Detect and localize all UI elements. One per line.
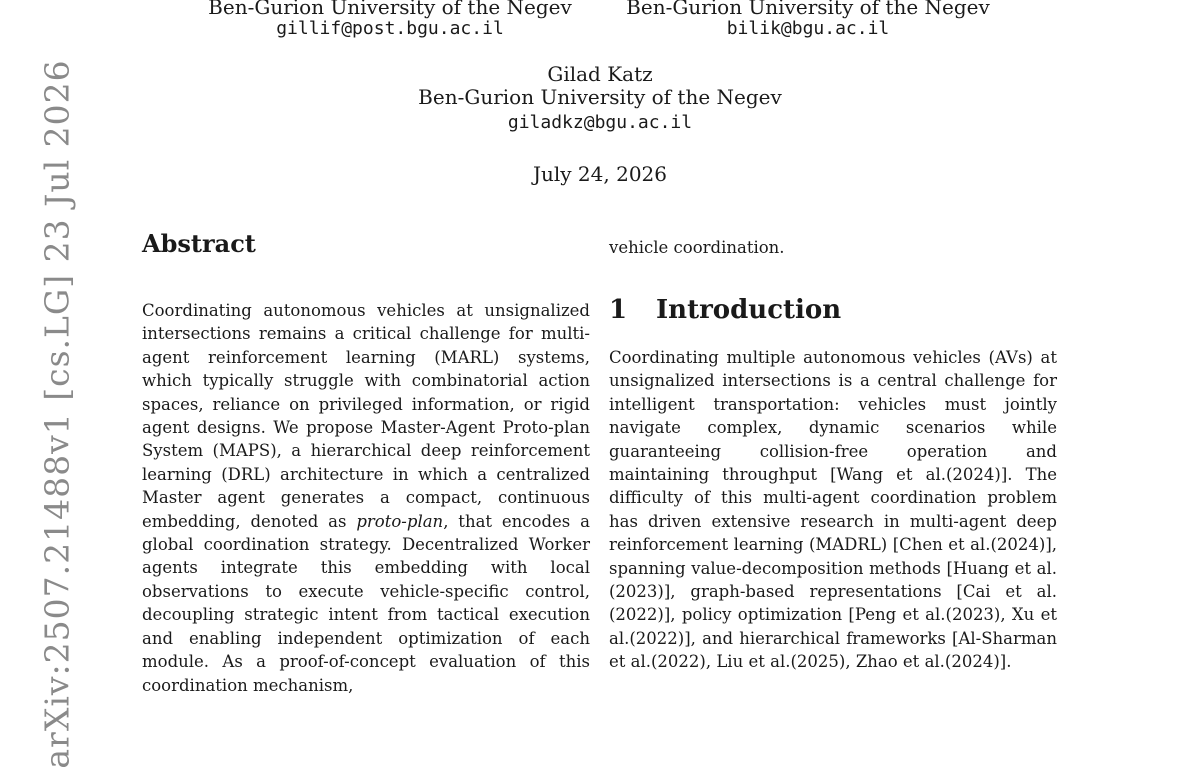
introduction-paragraph: Coordinating multiple autonomous vehicles (AVs) at unsignalized intersections is a central challenge for intelligent transportation: vehicles must jointly navigate complex, dynamic scenarios while guaranteeing collision-free operation and maintaining throughput [Wang et al.(2024)]. The difficulty of this multi-agent coordination problem has driven extensive research in multi-agent deep reinforcement learning (MADRL) [Chen et al.(2024)], spanning value-decomposition methods [Huang et al.(2023)], graph-based representations [Cai et al.(2022)], policy optimization [Peng et al.(2023), Xu et al.(2022)], and hierarchical frameworks [Al-Sharman et al.(2022), Liu et al.(2025), Zhao et al.(2024)].	[609, 348, 1057, 672]
author-affiliation: Ben-Gurion University of the Negev	[208, 0, 572, 19]
section-heading-introduction	[609, 295, 841, 325]
abstract-continuation: vehicle coordination.	[609, 238, 785, 257]
section-number: 1	[609, 295, 628, 325]
author-email[interactable]: bilik@bgu.ac.il	[726, 18, 890, 39]
abstract-emphasis: proto-plan	[356, 511, 444, 531]
abstract-text-part2: , that encodes a global coordination strategy. Decentralized Worker agents integrate this embedding with local observations to execute vehicle-specific control, decoupling strategic intent from tactical execution and enabling independent optimization of each module. As a proof-of-concept evaluation of this coordination mechanism,	[142, 511, 590, 695]
author-email[interactable]: gillif@post.bgu.ac.il	[276, 18, 504, 39]
author-email[interactable]: giladkz@bgu.ac.il	[507, 112, 693, 133]
arxiv-identifier-stamp: arXiv:2507.21488v1 [cs.LG] 23 Jul 2026	[37, 59, 77, 769]
author-name: Gilad Katz	[547, 62, 653, 86]
author-block-left	[190, 0, 590, 40]
author-affiliation: Ben-Gurion University of the Negev	[418, 85, 782, 109]
paper-date: July 24, 2026	[532, 162, 667, 186]
author-block-center	[350, 62, 850, 134]
section-title: Introduction	[656, 295, 842, 325]
abstract-text-part1: Coordinating autonomous vehicles at unsignalized intersections remains a critical challenge for multi-agent reinforcement learning (MARL) systems, which typically struggle with combinatorial action spaces, reliance on privileged information, or rigid agent designs. We propose Master-Agent Proto-plan System (MAPS), a hierarchical deep reinforcement learning (DRL) architecture in which a centralized Master agent generates a compact, continuous embedding, denoted as	[142, 301, 590, 531]
author-affiliation: Ben-Gurion University of the Negev	[626, 0, 990, 19]
author-block-right	[608, 0, 1008, 40]
abstract-text	[142, 299, 590, 697]
abstract-heading: Abstract	[142, 229, 256, 258]
